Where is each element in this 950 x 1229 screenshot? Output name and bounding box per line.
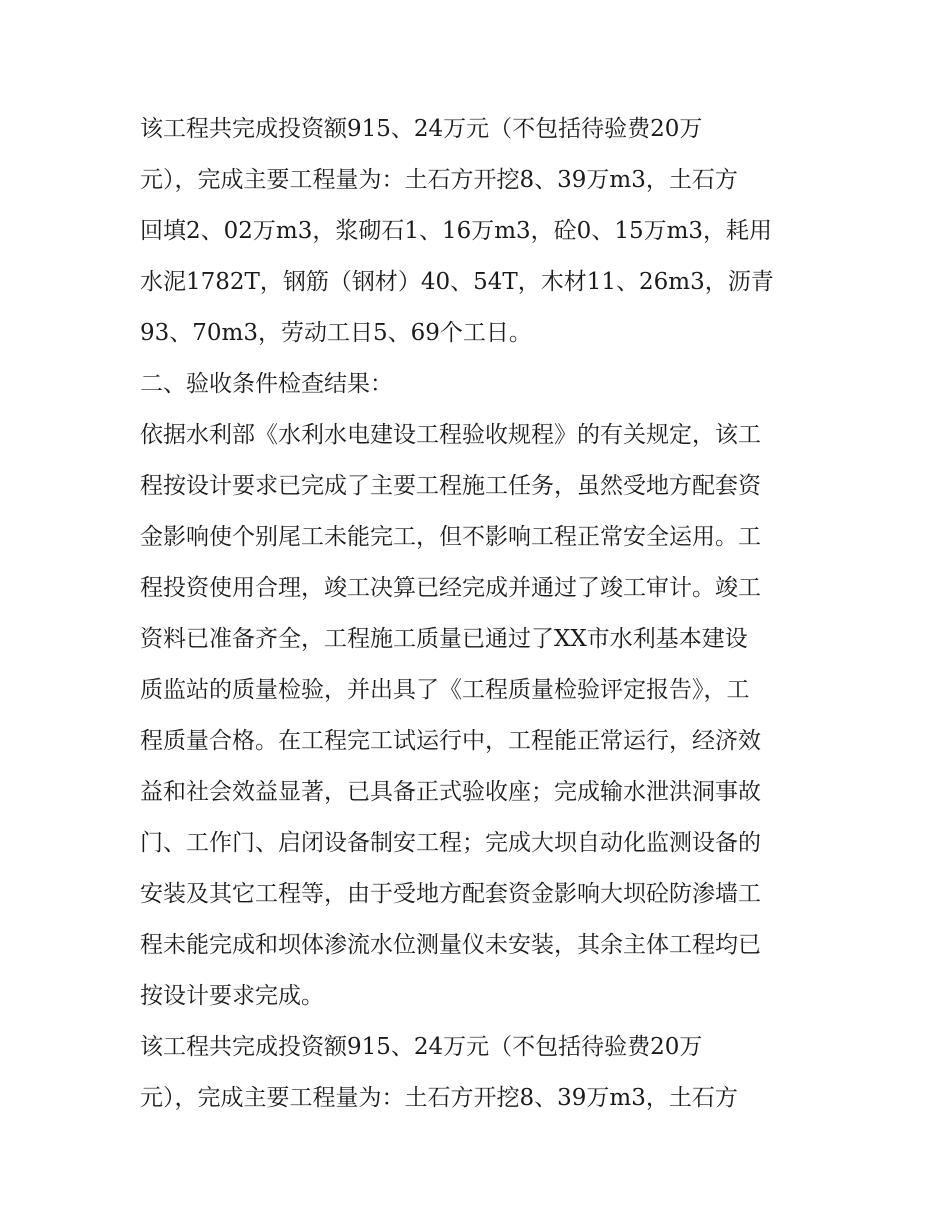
text-line: 该工程共完成投资额915、24万元（不包括待验费20万 (140, 1034, 703, 1060)
text-line: 水泥1782T，钢筋（钢材）40、54T，木材11、26m3，沥青 (140, 269, 774, 295)
text-line: 资料已准备齐全，工程施工质量已通过了XX市水利基本建设 (140, 626, 748, 652)
text-line: 元），完成主要工程量为：土石方开挖8、39万m3，土石方 (140, 1085, 738, 1111)
text-line: 门、工作门、启闭设备制安工程；完成大坝自动化监测设备的 (140, 830, 761, 856)
text-line: 程质量合格。在工程完工试运行中，工程能正常运行，经济效 (140, 728, 761, 754)
text-line: 安装及其它工程等，由于受地方配套资金影响大坝砼防渗墙工 (140, 881, 761, 907)
text-line: 程未能完成和坝体渗流水位测量仪未安装，其余主体工程均已 (140, 932, 761, 958)
text-line: 质监站的质量检验，并出具了《工程质量检验评定报告》，工 (140, 677, 750, 703)
text-line: 依据水利部《水利水电建设工程验收规程》的有关规定，该工 (140, 422, 761, 448)
text-line: 按设计要求完成。 (140, 983, 324, 1009)
document-body (140, 104, 820, 1124)
text-line: 益和社会效益显著，已具备正式验收座；完成输水泄洪洞事故 (140, 779, 761, 805)
text-line: 元），完成主要工程量为：土石方开挖8、39万m3，土石方 (140, 167, 738, 193)
text-line: 程投资使用合理，竣工决算已经完成并通过了竣工审计。竣工 (140, 575, 761, 601)
text-line: 93、70m3，劳动工日5、69个工日。 (140, 320, 532, 346)
text-line: 该工程共完成投资额915、24万元（不包括待验费20万 (140, 116, 703, 142)
text-line: 程按设计要求已完成了主要工程施工任务，虽然受地方配套资 (140, 473, 761, 499)
text-line: 回填2、02万m3，浆砌石1、16万m3，砼0、15万m3，耗用 (140, 218, 773, 244)
text-line: 金影响使个别尾工未能完工，但不影响工程正常安全运用。工 (140, 524, 761, 550)
section-heading: 二、验收条件检查结果： (140, 371, 393, 397)
